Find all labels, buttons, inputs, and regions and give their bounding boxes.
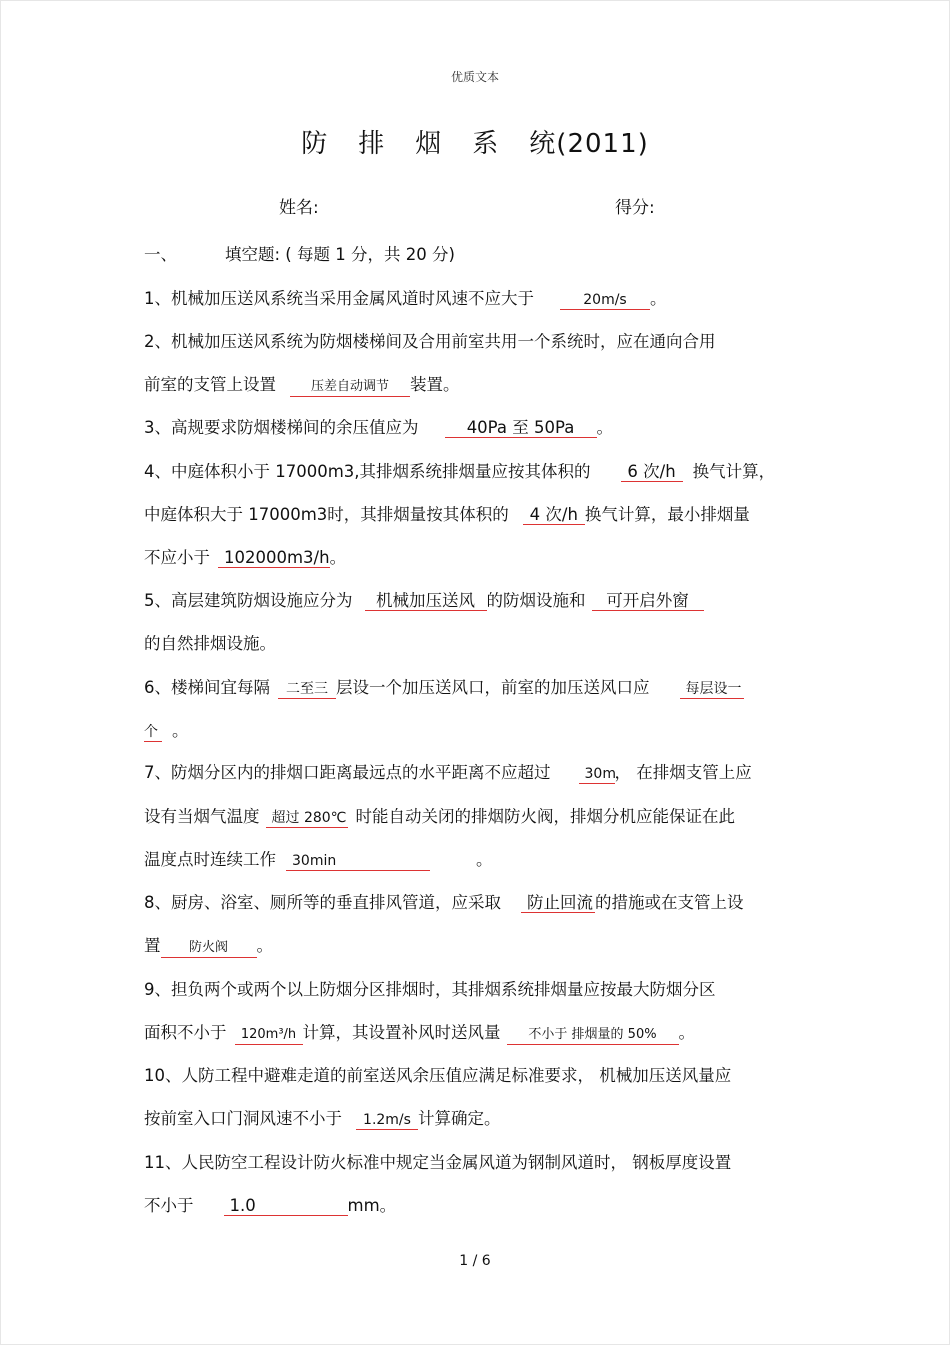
- question-11-line-1: 11、人民防空工程设计防火标准中规定当金属风道为钢制风道时， 钢板厚度设置: [144, 1153, 732, 1172]
- answer-blank: 1.0: [224, 1197, 348, 1216]
- section-heading: [144, 245, 455, 265]
- page-header: 优质文本: [450, 70, 499, 84]
- question-text: 换气计算，: [692, 462, 776, 481]
- question-8-line-1: [144, 893, 744, 913]
- answer-blank: 102000m3/h。: [218, 549, 330, 568]
- question-7-line-1: [144, 763, 752, 784]
- punctuation: 。: [476, 850, 493, 869]
- document-title: [1, 123, 949, 160]
- question-2-line-1: 2、机械加压送风系统为防烟楼梯间及合用前室共用一个系统时，应在通向合用: [144, 332, 716, 351]
- question-text: 换气计算，最小排烟量: [584, 505, 750, 524]
- question-text: 5、高层建筑防烟设施应分为: [144, 591, 353, 610]
- question-10-line-2: [144, 1109, 501, 1130]
- page-number: 1 / 6: [459, 1253, 491, 1269]
- question-text: 设有当烟气温度: [144, 807, 260, 826]
- name-label: 姓名:: [279, 198, 319, 218]
- answer-blank: 1.2m/s: [356, 1111, 418, 1130]
- answer-blank: 20m/s: [560, 291, 650, 310]
- answer-blank: 40Pa 至 50Pa: [445, 419, 597, 438]
- question-text: 时能自动关闭的排烟防火阀，排烟分机应能保证在此: [355, 807, 735, 826]
- question-9-line-1: 9、担负两个或两个以上防烟分区排烟时，其排烟系统排烟量应按最大防烟分区: [144, 980, 716, 999]
- question-4-line-2: [144, 505, 750, 525]
- answer-blank: 防火阀: [161, 939, 257, 958]
- question-7-line-3: [144, 850, 493, 871]
- answer-blank: 可开启外窗: [592, 592, 704, 611]
- question-text: 面积不小于: [144, 1023, 227, 1042]
- question-text: 前室的支管上设置: [144, 375, 276, 394]
- answer-blank: 超过 280℃: [266, 809, 348, 828]
- question-2-line-2: [144, 375, 460, 397]
- answer-blank: 每层设一: [680, 680, 744, 699]
- punctuation: 。: [256, 936, 273, 955]
- answer-blank: 二至三: [278, 680, 336, 699]
- answer-blank: 个: [144, 723, 162, 742]
- answer-blank: 30m: [579, 765, 615, 784]
- question-11-line-2: [144, 1196, 396, 1216]
- answer-blank: 4 次/h: [523, 506, 585, 525]
- question-text: ， 在排烟支管上应: [614, 763, 752, 782]
- question-5-line-2: 的自然排烟设施。: [144, 634, 276, 653]
- section-number: 一、: [144, 245, 177, 264]
- punctuation: 。: [172, 721, 189, 740]
- answer-blank: 120m³/h: [235, 1026, 303, 1045]
- question-8-line-2: [144, 936, 273, 958]
- title-char: 烟: [415, 129, 443, 159]
- answer-blank: 机械加压送风: [365, 592, 487, 611]
- title-char: 统(2011): [529, 129, 649, 159]
- question-text: 装置。: [410, 375, 460, 394]
- question-5-line-1: [144, 591, 704, 611]
- answer-blank: 6 次/h: [621, 463, 683, 482]
- question-6-line-2: [144, 721, 189, 742]
- question-4-line-3: [144, 548, 347, 568]
- question-text: 6、楼梯间宜每隔: [144, 678, 270, 697]
- question-1: [144, 289, 667, 310]
- question-text: 按前室入口门洞风速不小于: [144, 1109, 342, 1128]
- question-3: [144, 418, 613, 438]
- question-7-line-2: [144, 807, 735, 828]
- question-text: 的措施或在支管上设: [595, 893, 744, 912]
- question-text: 置: [144, 936, 161, 955]
- question-9-line-2: [144, 1023, 695, 1045]
- answer-blank: 压差自动调节: [290, 378, 410, 397]
- score-label: 得分:: [615, 198, 655, 218]
- question-text: mm。: [347, 1196, 397, 1215]
- question-text: 中庭体积大于 17000m3时，其排烟量按其体积的: [144, 505, 509, 524]
- question-text: 3、高规要求防烟楼梯间的余压值应为: [144, 418, 419, 437]
- title-char: 系: [472, 129, 500, 159]
- section-title: 填空题: ( 每题 1 分，共 20 分): [225, 245, 455, 264]
- answer-blank: 防止回流: [521, 894, 595, 913]
- question-text: 层设一个加压送风口，前室的加压送风口应: [336, 678, 650, 697]
- question-6-line-1: [144, 678, 744, 699]
- punctuation: 。: [596, 418, 613, 437]
- question-4-line-1: [144, 462, 775, 482]
- title-char: 排: [358, 129, 386, 159]
- question-10-line-1: 10、人防工程中避难走道的前室送风余压值应满足标准要求， 机械加压送风量应: [144, 1066, 732, 1085]
- question-text: 7、防烟分区内的排烟口距离最远点的水平距离不应超过: [144, 763, 551, 782]
- answer-blank: 不小于 排烟量的 50%: [507, 1026, 679, 1045]
- question-text: 不应小于: [144, 548, 210, 567]
- question-text: 的防烟设施和: [486, 591, 586, 610]
- question-text: 不小于: [144, 1196, 194, 1215]
- punctuation: 。: [678, 1023, 695, 1042]
- question-text: 8、厨房、浴室、厕所等的垂直排风管道，应采取: [144, 893, 501, 912]
- question-text: 计算，其设置补风时送风量: [302, 1023, 501, 1042]
- answer-blank: 30min: [286, 852, 430, 871]
- question-text: 4、中庭体积小于 17000m3,其排烟系统排烟量应按其体积的: [144, 462, 591, 481]
- question-text: 计算确定。: [418, 1109, 501, 1128]
- title-char: 防: [301, 129, 329, 159]
- question-text: 温度点时连续工作: [144, 850, 276, 869]
- question-text: 1、机械加压送风系统当采用金属风道时风速不应大于: [144, 289, 534, 308]
- punctuation: 。: [650, 289, 667, 308]
